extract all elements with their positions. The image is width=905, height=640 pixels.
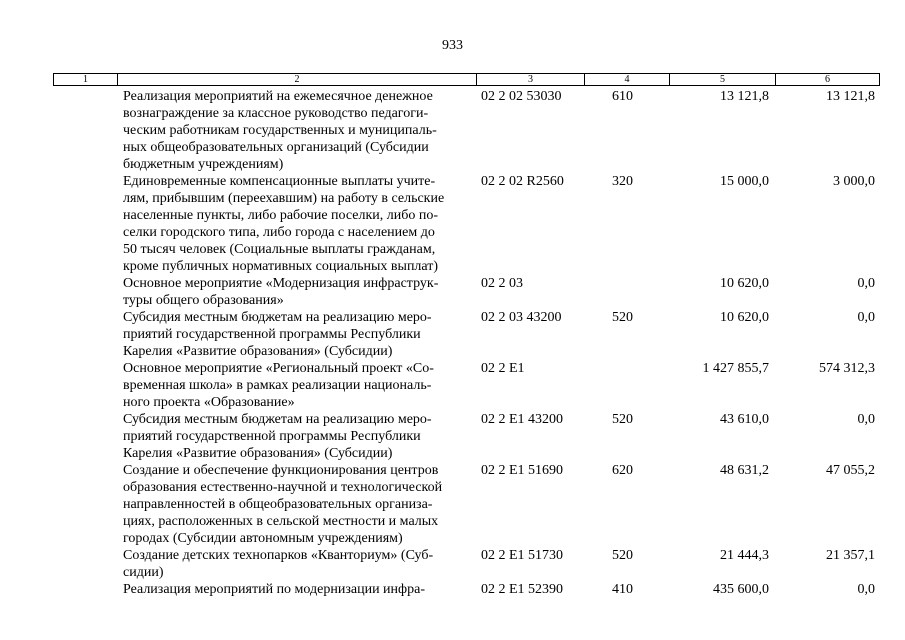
row-value-col6: 21 357,1 (826, 548, 875, 563)
row-expense-type: 620 (612, 463, 633, 478)
row-description-line: образования естественно-научной и технологической (123, 480, 443, 495)
table-header-row (53, 73, 880, 86)
row-code: 02 2 02 53030 (481, 89, 562, 104)
row-description-line: ных общеобразовательных организаций (Субсидии (123, 140, 429, 155)
row-description (123, 360, 473, 411)
row-description-line: Основное мероприятие «Модернизация инфраструк- (123, 276, 439, 291)
row-description (123, 581, 473, 598)
row-code: 02 2 E1 (481, 361, 525, 376)
row-value-col5: 13 121,8 (720, 89, 769, 104)
row-description (123, 547, 473, 581)
row-description-line: Создание детских технопарков «Кванториум» (Суб- (123, 548, 434, 563)
row-code: 02 2 E1 43200 (481, 412, 564, 427)
row-description-line: Субсидия местным бюджетам на реализацию меро- (123, 412, 432, 427)
row-description-line: временная школа» в рамках реализации националь- (123, 378, 432, 393)
row-description-line: приятий государственной программы Республики (123, 327, 421, 342)
row-expense-type: 520 (612, 548, 633, 563)
row-description-line: Создание и обеспечение функционирования центров (123, 463, 439, 478)
row-value-col5: 10 620,0 (720, 276, 769, 291)
row-description-line: вознаграждение за классное руководство педагоги- (123, 106, 429, 121)
row-value-col6: 0,0 (857, 412, 875, 427)
row-value-col5: 10 620,0 (720, 310, 769, 325)
header-col-2: 2 (117, 74, 476, 85)
row-description-line: 50 тысяч человек (Социальные выплаты гражданам, (123, 242, 436, 257)
row-code: 02 2 03 43200 (481, 310, 562, 325)
row-description-line: населенные пункты, либо рабочие поселки, либо по- (123, 208, 439, 223)
row-description-line: селки городского типа, либо города с населением до (123, 225, 435, 240)
row-description-line: циях, расположенных в сельской местности и малых (123, 514, 439, 529)
row-description (123, 411, 473, 462)
row-description (123, 173, 473, 275)
header-col-5: 5 (669, 74, 775, 85)
row-value-col5: 48 631,2 (720, 463, 769, 478)
row-value-col6: 3 000,0 (833, 174, 875, 189)
header-col-6: 6 (775, 74, 879, 85)
row-description-line: бюджетным учреждениям) (123, 157, 284, 172)
row-value-col6: 13 121,8 (826, 89, 875, 104)
row-value-col5: 15 000,0 (720, 174, 769, 189)
row-description-line: ческим работникам государственных и муниципаль- (123, 123, 437, 138)
row-value-col6: 47 055,2 (826, 463, 875, 478)
row-description-line: Карелия «Развитие образования» (Субсидии) (123, 446, 393, 461)
row-description-line: Единовременные компенсационные выплаты учите- (123, 174, 436, 189)
row-value-col5: 1 427 855,7 (702, 361, 769, 376)
row-expense-type: 520 (612, 412, 633, 427)
row-description-line: приятий государственной программы Республики (123, 429, 421, 444)
row-description-line: Реализация мероприятий по модернизации инфра- (123, 582, 425, 597)
row-description-line: Основное мероприятие «Региональный проект «Со- (123, 361, 434, 376)
row-description (123, 275, 473, 309)
row-value-col6: 0,0 (857, 582, 875, 597)
header-col-1: 1 (83, 74, 88, 85)
row-code: 02 2 02 R2560 (481, 174, 564, 189)
row-code: 02 2 E1 52390 (481, 582, 564, 597)
row-code: 02 2 E1 51690 (481, 463, 564, 478)
row-value-col5: 21 444,3 (720, 548, 769, 563)
row-description-line: направленностей в общеобразовательных организа- (123, 497, 433, 512)
row-description-line: лям, прибывшим (переехавшим) на работу в сельские (123, 191, 445, 206)
row-description-line: Субсидия местным бюджетам на реализацию меро- (123, 310, 432, 325)
row-description-line: кроме публичных нормативных социальных выплат) (123, 259, 439, 274)
row-value-col6: 0,0 (857, 276, 875, 291)
header-col-4: 4 (584, 74, 669, 85)
row-value-col6: 0,0 (857, 310, 875, 325)
row-value-col5: 435 600,0 (713, 582, 769, 597)
row-value-col5: 43 610,0 (720, 412, 769, 427)
row-description (123, 462, 473, 547)
row-code: 02 2 E1 51730 (481, 548, 564, 563)
row-description-line: сидии) (123, 565, 164, 580)
row-code: 02 2 03 (481, 276, 523, 291)
row-expense-type: 520 (612, 310, 633, 325)
row-description-line: городах (Субсидии автономным учреждениям) (123, 531, 403, 546)
row-description (123, 309, 473, 360)
row-value-col6: 574 312,3 (819, 361, 875, 376)
row-expense-type: 410 (612, 582, 633, 597)
header-col-3: 3 (476, 74, 584, 85)
row-description-line: ного проекта «Образование» (123, 395, 295, 410)
row-description (123, 88, 473, 173)
page-number: 933 (442, 38, 463, 53)
row-expense-type: 610 (612, 89, 633, 104)
row-description-line: Реализация мероприятий на ежемесячное денежное (123, 89, 433, 104)
row-description-line: туры общего образования» (123, 293, 284, 308)
row-expense-type: 320 (612, 174, 633, 189)
row-description-line: Карелия «Развитие образования» (Субсидии) (123, 344, 393, 359)
